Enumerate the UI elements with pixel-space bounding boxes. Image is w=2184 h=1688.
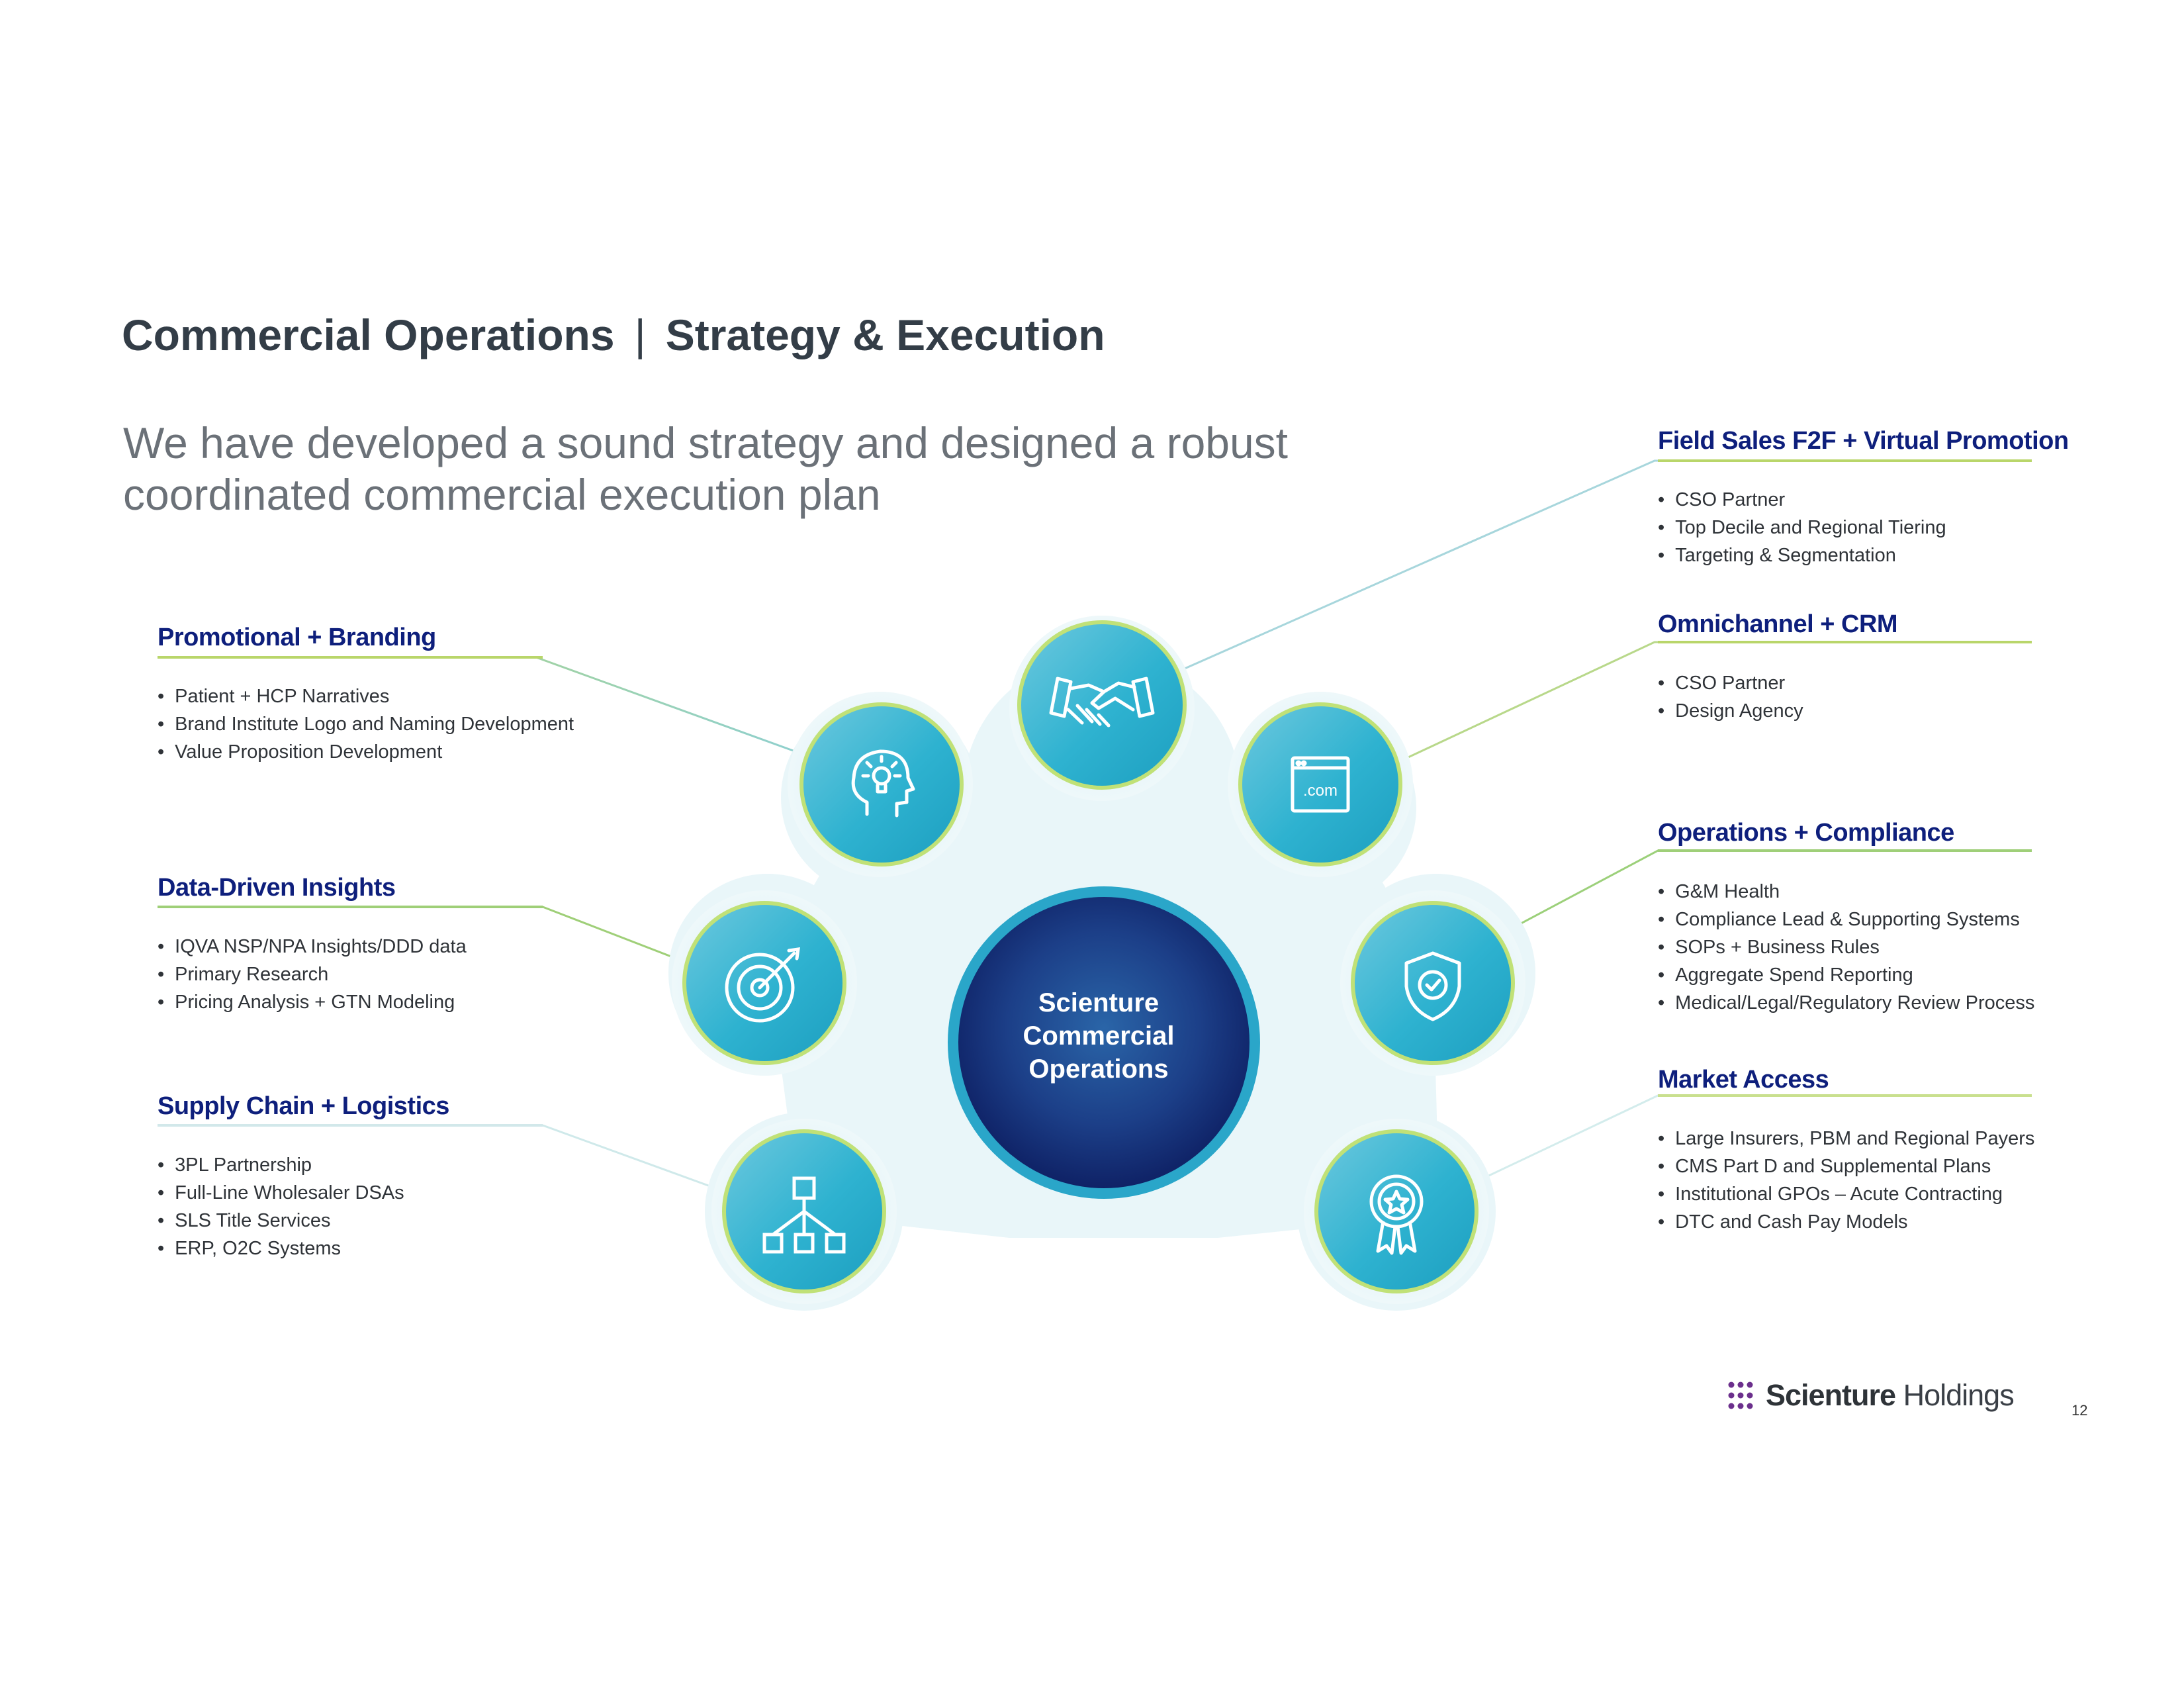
list-item: • Top Decile and Regional Tiering bbox=[1658, 514, 2069, 541]
section-operations bbox=[1658, 819, 2034, 1017]
list-item: • CSO Partner bbox=[1658, 486, 2069, 514]
dot-grid-logo-icon bbox=[1727, 1381, 1754, 1410]
section-list bbox=[1658, 1125, 2034, 1236]
logo-brand: Scienture bbox=[1766, 1378, 1896, 1412]
node-promotional bbox=[799, 702, 964, 867]
title-part-1: Commercial Operations bbox=[122, 310, 615, 359]
list-item: • Institutional GPOs – Acute Contracting bbox=[1658, 1180, 2034, 1208]
list-item: • Large Insurers, PBM and Regional Payers bbox=[1658, 1125, 2034, 1152]
page-subtitle: We have developed a sound strategy and designed a robust coordinated commercial execution plan bbox=[123, 418, 1289, 519]
list-item: • CMS Part D and Supplemental Plans bbox=[1658, 1152, 2034, 1180]
company-logo bbox=[1727, 1378, 2014, 1413]
center-label bbox=[960, 986, 1238, 1086]
section-heading: Market Access bbox=[1658, 1066, 1829, 1094]
list-item: • Value Proposition Development bbox=[158, 738, 574, 766]
list-item: • Brand Institute Logo and Naming Development bbox=[158, 710, 574, 738]
section-heading: Field Sales F2F + Virtual Promotion bbox=[1658, 427, 2069, 455]
section-field-sales bbox=[1658, 427, 2069, 569]
section-promotional bbox=[158, 624, 574, 766]
center-line-2: Commercial bbox=[1023, 1021, 1175, 1051]
list-item: • Design Agency bbox=[1658, 697, 1897, 725]
section-list bbox=[1658, 669, 1897, 725]
section-list bbox=[1658, 878, 2034, 1017]
page-number: 12 bbox=[2071, 1402, 2088, 1419]
list-item: • Patient + HCP Narratives bbox=[158, 682, 574, 710]
section-list bbox=[158, 933, 467, 1016]
list-item: • Medical/Legal/Regulatory Review Process bbox=[1658, 989, 2034, 1017]
title-separator: | bbox=[634, 310, 646, 359]
list-item: • Primary Research bbox=[158, 961, 467, 988]
list-item: • CSO Partner bbox=[1658, 669, 1897, 697]
section-list bbox=[158, 682, 574, 766]
list-item: • G&M Health bbox=[1658, 878, 2034, 906]
node-field-sales bbox=[1017, 620, 1187, 790]
section-list bbox=[1658, 486, 2069, 569]
node-omnichannel bbox=[1238, 702, 1402, 867]
section-data-driven bbox=[158, 874, 467, 1016]
node-supply-chain bbox=[722, 1129, 886, 1293]
list-item: • SLS Title Services bbox=[158, 1207, 449, 1235]
list-item: • Aggregate Spend Reporting bbox=[1658, 961, 2034, 989]
list-item: • Pricing Analysis + GTN Modeling bbox=[158, 988, 467, 1016]
section-omnichannel bbox=[1658, 610, 1897, 725]
section-heading: Supply Chain + Logistics bbox=[158, 1092, 449, 1120]
title-part-2: Strategy & Execution bbox=[665, 310, 1105, 359]
center-line-1: Scienture bbox=[1038, 988, 1160, 1017]
list-item: • 3PL Partnership bbox=[158, 1151, 449, 1179]
list-item: • ERP, O2C Systems bbox=[158, 1235, 449, 1262]
logo-suffix: Holdings bbox=[1903, 1378, 2014, 1412]
node-operations bbox=[1351, 901, 1515, 1065]
list-item: • DTC and Cash Pay Models bbox=[1658, 1208, 2034, 1236]
list-item: • Targeting & Segmentation bbox=[1658, 541, 2069, 569]
section-heading: Promotional + Branding bbox=[158, 624, 436, 651]
section-heading: Data-Driven Insights bbox=[158, 874, 396, 902]
section-market-access bbox=[1658, 1066, 2034, 1236]
node-market-access bbox=[1314, 1129, 1479, 1293]
list-item: • Compliance Lead & Supporting Systems bbox=[1658, 906, 2034, 933]
section-heading: Omnichannel + CRM bbox=[1658, 610, 1898, 638]
logo-text bbox=[1766, 1378, 2014, 1413]
list-item: • SOPs + Business Rules bbox=[1658, 933, 2034, 961]
dotcom-glyph: .com bbox=[1302, 782, 1338, 800]
list-item: • Full-Line Wholesaler DSAs bbox=[158, 1179, 449, 1207]
section-heading: Operations + Compliance bbox=[1658, 819, 1954, 847]
section-supply-chain bbox=[158, 1092, 449, 1262]
center-line-3: Operations bbox=[1028, 1055, 1169, 1084]
section-list bbox=[158, 1151, 449, 1262]
node-data-driven bbox=[682, 901, 846, 1065]
list-item: • IQVA NSP/NPA Insights/DDD data bbox=[158, 933, 467, 961]
